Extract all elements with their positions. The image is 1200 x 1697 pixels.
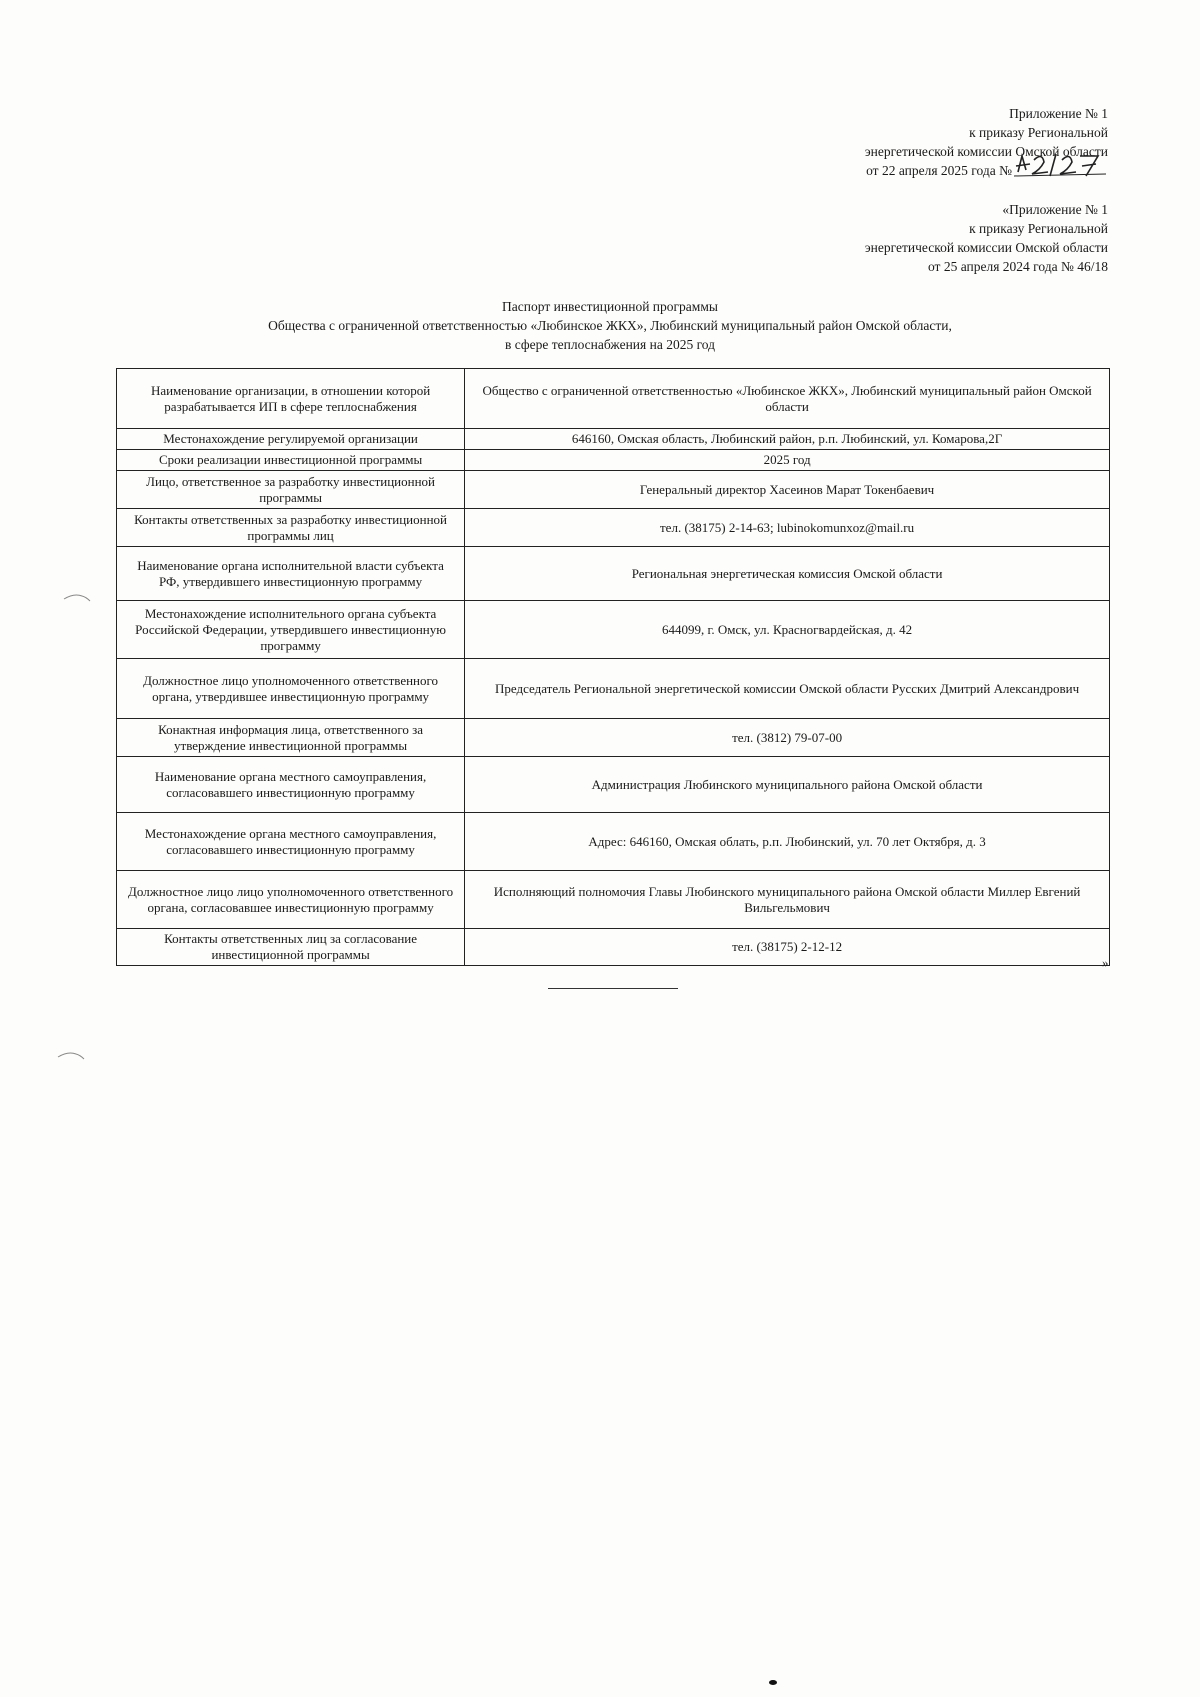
appendix-previous-header [865, 200, 1108, 276]
row-value: Региональная энергетическая комиссия Омской области [465, 547, 1110, 601]
appendix-current-line1: Приложение № 1 [1009, 106, 1108, 121]
table-row [117, 547, 1110, 601]
row-value: Общество с ограниченной ответственностью «Любинское ЖКХ», Любинский муниципальный район Омской области [465, 369, 1110, 429]
row-value: Адрес: 646160, Омская облать, р.п. Любинский, ул. 70 лет Октября, д. 3 [465, 813, 1110, 871]
table-row [117, 757, 1110, 813]
closing-quote: » [1102, 955, 1109, 970]
handwritten-order-number [1012, 162, 1108, 180]
row-value: Исполняющий полномочия Главы Любинского муниципального района Омской области Миллер Евгений Вильгельмович [465, 871, 1110, 929]
table-row [117, 871, 1110, 929]
appendix-previous-line3: энергетической комиссии Омской области [864, 240, 1108, 255]
row-value: Генеральный директор Хасеинов Марат Токенбаевич [465, 471, 1110, 509]
title-line3: в сфере теплоснабжения на 2025 год [504, 337, 715, 352]
row-label: Местонахождение исполнительного органа субъекта Российской Федерации, утвердившего инвестиционную программу [117, 601, 465, 659]
table-row [117, 813, 1110, 871]
table-row [117, 601, 1110, 659]
row-label: Контакты ответственных лиц за согласование инвестиционной программы [117, 929, 465, 966]
table-row [117, 929, 1110, 966]
appendix-current-header [865, 104, 1108, 180]
title-line1: Паспорт инвестиционной программы [502, 299, 718, 314]
row-label: Местонахождение регулируемой организации [117, 429, 465, 450]
row-label: Контакты ответственных за разработку инвестиционной программы лиц [117, 509, 465, 547]
row-label: Лицо, ответственное за разработку инвестиционной программы [117, 471, 465, 509]
end-divider [548, 988, 678, 989]
passport-table [116, 368, 1110, 966]
row-value: тел. (3812) 79-07-00 [465, 719, 1110, 757]
table-row [117, 450, 1110, 471]
row-value: 2025 год [465, 450, 1110, 471]
row-value: Администрация Любинского муниципального района Омской области [465, 757, 1110, 813]
row-label: Местонахождение органа местного самоуправления, согласовавшего инвестиционную программу [117, 813, 465, 871]
scan-dot [769, 1680, 777, 1685]
table-row [117, 369, 1110, 429]
row-label: Конактная информация лица, ответственного за утверждение инвестиционной программы [117, 719, 465, 757]
table-row [117, 719, 1110, 757]
scan-mark-icon [62, 590, 92, 608]
row-value: 646160, Омская область, Любинский район, р.п. Любинский, ул. Комарова,2Г [465, 429, 1110, 450]
row-value: тел. (38175) 2-12-12 [465, 929, 1110, 966]
row-label: Наименование органа местного самоуправления, согласовавшего инвестиционную программу [117, 757, 465, 813]
table-row [117, 471, 1110, 509]
appendix-previous-line4: от 25 апреля 2024 года № 46/18 [927, 259, 1108, 274]
appendix-current-date: от 22 апреля 2025 года № [866, 163, 1012, 178]
row-value: 644099, г. Омск, ул. Красногвардейская, д. 42 [465, 601, 1110, 659]
appendix-current-line2: к приказу Региональной [969, 125, 1108, 140]
table-row [117, 509, 1110, 547]
document-title [150, 297, 1070, 354]
appendix-current-line3: энергетической комиссии Омской области [864, 144, 1108, 159]
appendix-current-line4 [865, 161, 1108, 180]
row-label: Наименование организации, в отношении которой разрабатывается ИП в сфере теплоснабжения [117, 369, 465, 429]
appendix-previous-line1: «Приложение № 1 [1002, 202, 1108, 217]
row-label: Наименование органа исполнительной власти субъекта РФ, утвердившего инвестиционную программу [117, 547, 465, 601]
row-label: Должностное лицо уполномоченного ответственного органа, утвердившее инвестиционную программу [117, 659, 465, 719]
table-row [117, 429, 1110, 450]
row-label: Сроки реализации инвестиционной программы [117, 450, 465, 471]
row-label: Должностное лицо лицо уполномоченного ответственного органа, согласовавшее инвестиционную программу [117, 871, 465, 929]
appendix-previous-line2: к приказу Региональной [969, 221, 1108, 236]
title-line2: Общества с ограниченной ответственностью «Любинское ЖКХ», Любинский муниципальный район Омской области, [268, 318, 952, 333]
row-value: тел. (38175) 2-14-63; lubinokomunxoz@mail.ru [465, 509, 1110, 547]
row-value: Председатель Региональной энергетической комиссии Омской области Русских Дмитрий Александрович [465, 659, 1110, 719]
scan-mark-icon [56, 1048, 86, 1066]
table-row [117, 659, 1110, 719]
